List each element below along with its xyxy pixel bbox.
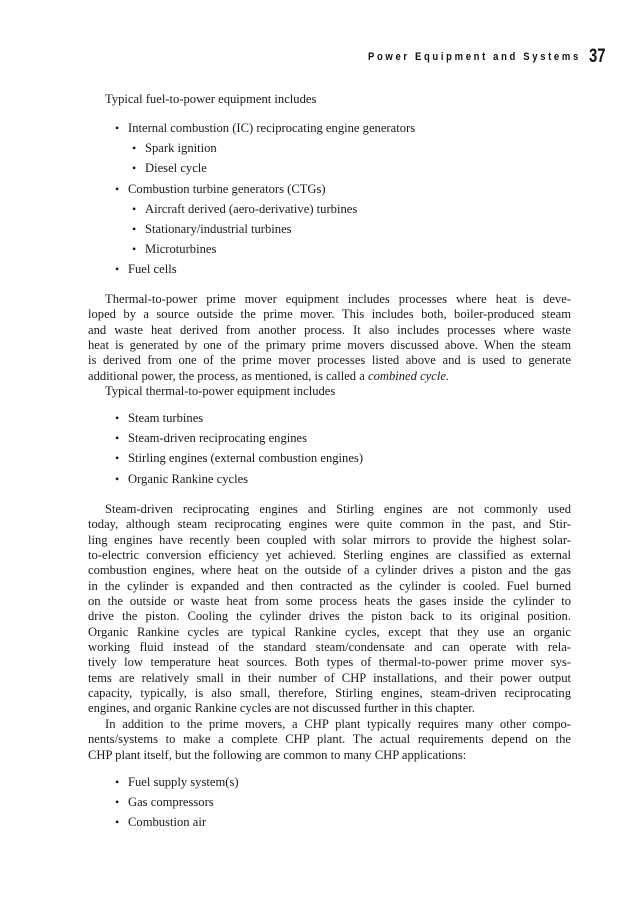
line-text: nents/systems to make a complete CHP plant. The actual requirements depend on the (88, 732, 571, 747)
line-text: In addition to the prime movers, a CHP plant typically requires many other compo- (105, 716, 571, 731)
line-text: in the cylinder is expanded and then contracted as the cylinder is cooled. Fuel burned (88, 578, 571, 593)
list-item-text: Spark ignition (145, 141, 217, 156)
list-item-text: Steam turbines (128, 411, 204, 425)
sub-list-item (88, 239, 571, 259)
list-item-text: Stirling engines (external combustion engines) (128, 451, 364, 466)
thermal-to-power-paragraph (88, 292, 571, 399)
bullet-icon: • (115, 471, 120, 486)
text-line (88, 353, 571, 368)
line-text: Thermal-to-power prime mover equipment includes processes where heat is deve- (105, 292, 571, 306)
list-item-text: Combustion air (128, 815, 207, 830)
line-text: Organic Rankine cycles are typical Rankine cycles, except that they use an organic (88, 624, 571, 639)
text-line (88, 533, 571, 548)
line-text: tively low temperature heat sources. Both types of thermal-to-power prime mover sys- (88, 655, 571, 670)
line-text: Typical thermal-to-power equipment includes (105, 384, 336, 399)
line-text: ling engines have recently been coupled with solar mirrors to provide the highest solar- (88, 532, 571, 547)
line-text: combustion engines, where heat on the outside of a cylinder drives a piston and the gas (88, 563, 571, 578)
stirling-rankine-paragraph (88, 502, 571, 763)
list-item-text: Microturbines (145, 242, 217, 257)
bullet-icon: • (132, 242, 137, 257)
text-line (88, 548, 571, 563)
text-line (88, 732, 571, 747)
line-text: drive the piston. Cooling the cylinder drives the piston back to its original position. (88, 609, 571, 624)
bullet-icon: • (115, 411, 120, 425)
bullet-icon: • (115, 121, 120, 135)
line-text: heat is generated by one of the primary prime movers discussed above. When the steam (88, 338, 571, 353)
text-line (88, 671, 571, 686)
text-line (88, 563, 571, 578)
list-item (88, 428, 571, 448)
line-text: is derived from one of the prime mover processes listed above and is used to generate (88, 353, 571, 368)
list-item (88, 812, 571, 832)
bullet-icon: • (115, 815, 120, 830)
line-text: today, although steam reciprocating engines were quite common in the past, and Stir- (88, 517, 571, 532)
text-line (88, 369, 571, 384)
line-text: on the outside or waste heat from some process heats the gases inside the cylinder to (88, 594, 571, 609)
text-line (88, 502, 571, 517)
sub-list-item (88, 138, 571, 158)
list-item (88, 469, 571, 489)
list-item (88, 259, 571, 279)
text-line (88, 292, 571, 307)
text-line (88, 384, 571, 399)
fuel-to-power-list (88, 118, 571, 280)
line-text: capacity, typically, is also small, therefore, Stirling engines, steam-driven reciprocating (88, 686, 571, 701)
thermal-to-power-list (88, 408, 571, 489)
text-line (88, 686, 571, 701)
line-text: and waste heat derived from another process. It also includes processes where waste (88, 322, 571, 337)
list-item-text: Diesel cycle (145, 161, 207, 176)
text-line (88, 609, 571, 624)
text-line (88, 717, 571, 732)
list-item-text: Fuel supply system(s) (128, 775, 239, 789)
list-item-text: Stationary/industrial turbines (145, 221, 292, 236)
bullet-icon: • (115, 262, 120, 277)
bullet-icon: • (132, 221, 137, 236)
sub-list-item (88, 219, 571, 239)
text-line (88, 338, 571, 353)
line-text: additional power, the process, as mentioned, is called a (88, 368, 368, 383)
line-text: tems are relatively small in their number of CHP installations, and their power output (88, 670, 571, 685)
intro-text (88, 92, 571, 107)
list-item (88, 408, 571, 428)
bullet-icon: • (115, 795, 120, 810)
page-number: 37 (589, 46, 606, 67)
text-line (88, 655, 571, 670)
list-item-text: Combustion turbine generators (CTGs) (128, 181, 326, 196)
chp-components-list (88, 772, 571, 833)
list-item-text: Steam-driven reciprocating engines (128, 431, 308, 446)
list-item-text: Internal combustion (IC) reciprocating engine generators (128, 121, 416, 135)
list-item (88, 792, 571, 812)
bullet-icon: • (115, 431, 120, 446)
line-text: CHP plant itself, but the following are common to many CHP applications: (88, 747, 467, 762)
text-line (88, 579, 571, 594)
bullet-icon: • (132, 141, 137, 156)
line-text: Steam-driven reciprocating engines and Stirling engines are not commonly used (105, 502, 571, 516)
emphasized-term: combined cycle. (367, 368, 450, 383)
line-text: working fluid instead of the standard steam/condensate and can operate with rela- (88, 640, 571, 655)
bullet-icon: • (115, 775, 120, 789)
list-item (88, 118, 571, 138)
text-line (88, 517, 571, 532)
list-item-text: Aircraft derived (aero-derivative) turbines (145, 201, 358, 216)
bullet-icon: • (132, 201, 137, 216)
line-text: engines, and organic Rankine cycles are not discussed further in this chapter. (88, 701, 475, 716)
text-line (88, 625, 571, 640)
bullet-icon: • (115, 181, 120, 196)
sub-list-item (88, 199, 571, 219)
text-line (88, 701, 571, 716)
list-item-text: Organic Rankine cycles (128, 471, 249, 486)
text-line (88, 640, 571, 655)
text-line (88, 323, 571, 338)
running-header: Power Equipment and Systems (368, 51, 581, 63)
text-line (88, 307, 571, 322)
list-item (88, 179, 571, 199)
list-item (88, 448, 571, 468)
line-text: to-electric conversion efficiency yet achieved. Sterling engines are classified as external (88, 548, 571, 563)
text-line: Typical fuel-to-power equipment includes (105, 92, 317, 106)
list-item-text: Gas compressors (128, 795, 214, 810)
bullet-icon: • (115, 451, 120, 466)
line-text: loped by a source outside the prime mover. This includes both, boiler-produced steam (88, 307, 571, 322)
text-line (88, 594, 571, 609)
list-item (88, 772, 571, 792)
sub-list-item (88, 158, 571, 178)
bullet-icon: • (132, 161, 137, 176)
text-line (88, 748, 571, 763)
list-item-text: Fuel cells (128, 262, 177, 277)
